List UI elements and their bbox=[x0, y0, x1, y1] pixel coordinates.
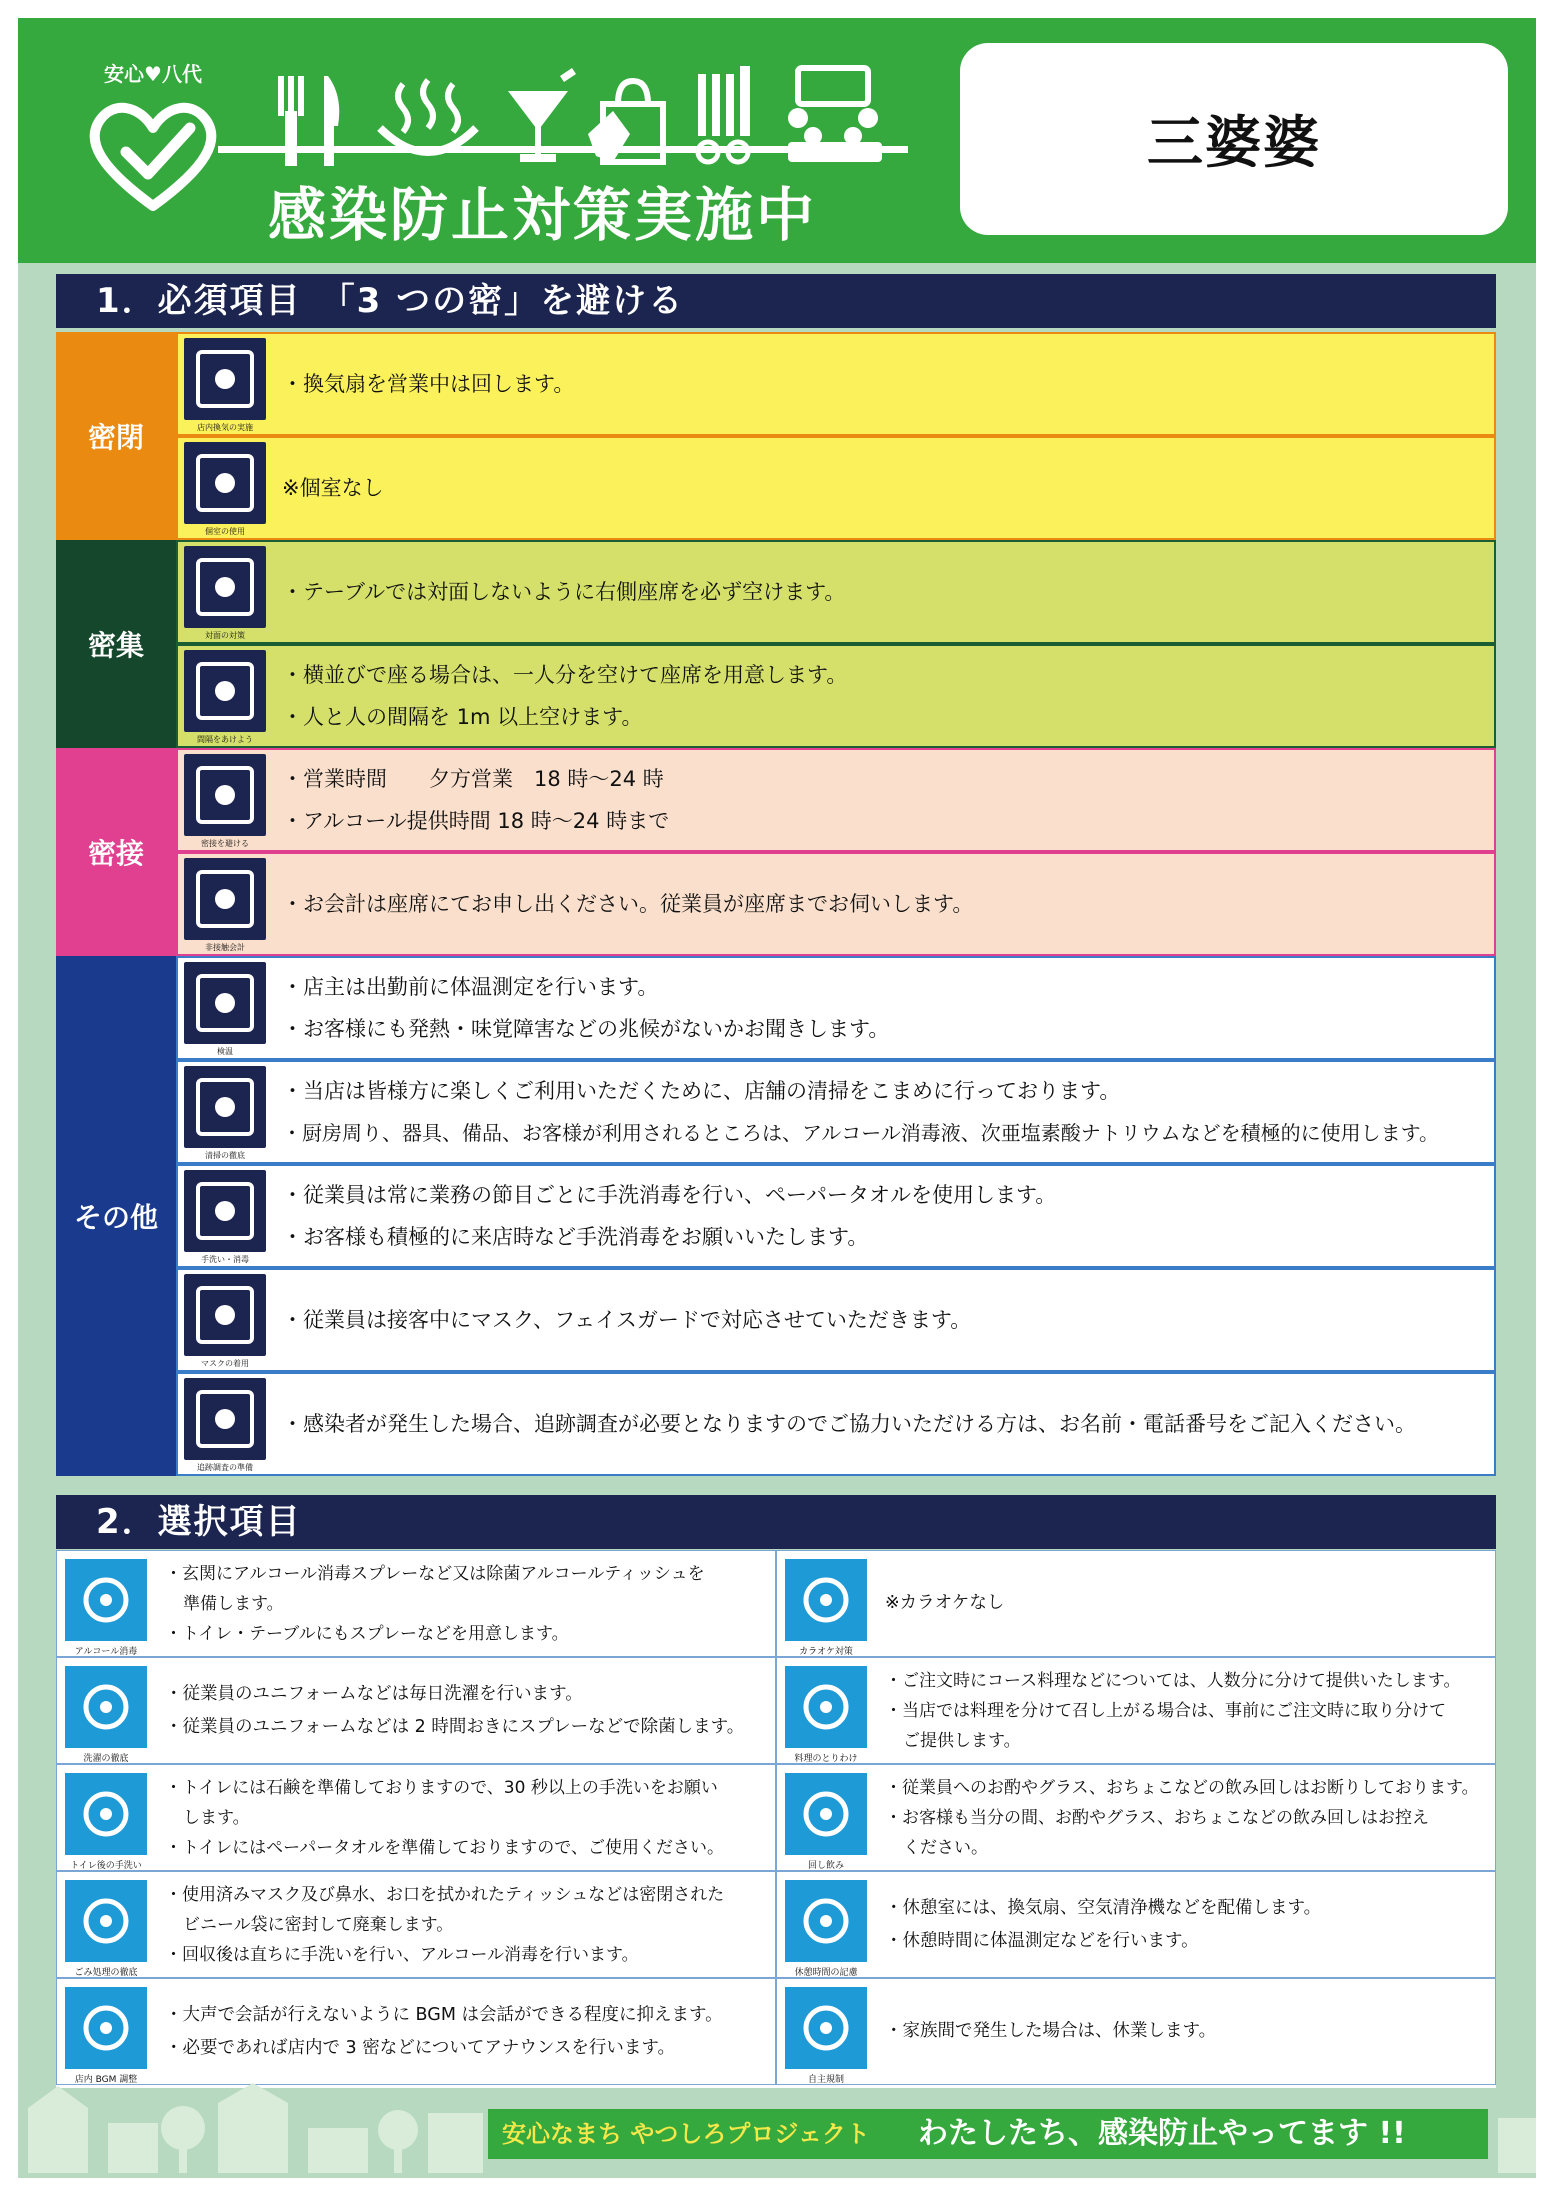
thermometer-icon bbox=[184, 962, 266, 1044]
requirement-row bbox=[176, 1060, 1496, 1164]
slogan: わたしたち、感染防止やってます !! bbox=[918, 2116, 1406, 2151]
cleaning-icon bbox=[184, 1066, 266, 1148]
notebook-pen-icon bbox=[184, 1378, 266, 1460]
category-label: 密接 bbox=[87, 837, 144, 870]
requirement-row bbox=[176, 1268, 1496, 1372]
icon-caption: 清掃の徹底 bbox=[205, 1151, 245, 1160]
item-text bbox=[885, 1765, 1487, 1870]
category-label: 密閉 bbox=[87, 421, 144, 454]
text-line: ・換気扇を営業中は回します。 bbox=[282, 372, 575, 396]
icon-caption: 検温 bbox=[217, 1047, 233, 1056]
section2-heading: 2．選択項目 bbox=[56, 1495, 1496, 1549]
logo-text: 安心♥八代 bbox=[104, 62, 202, 86]
section1-heading: 1．必須項目 「3 つの密」を避ける bbox=[56, 274, 1496, 328]
optional-item bbox=[56, 1550, 776, 1657]
text-line: ・アルコール提供時間 18 時～24 時まで bbox=[282, 809, 670, 833]
text-line: ・お客様も積極的に来店時など手洗消毒をお願いいたします。 bbox=[282, 1225, 869, 1249]
optional-item bbox=[56, 1764, 776, 1871]
optional-items-section bbox=[56, 1550, 1496, 2088]
requirement-text bbox=[282, 854, 1484, 954]
requirement-text bbox=[282, 1270, 1484, 1370]
text-line: ビニール袋に密封して廃棄します。 bbox=[183, 1914, 454, 1935]
text-line: ・トイレにはペーパータオルを準備しておりますので、ご使用ください。 bbox=[165, 1837, 724, 1858]
text-line: ・休憩時間に体温測定などを行います。 bbox=[885, 1930, 1199, 1951]
requirement-text bbox=[282, 542, 1484, 642]
category-other bbox=[56, 956, 176, 1476]
text-line: ・横並びで座る場合は、一人分を空けて座席を用意します。 bbox=[282, 663, 848, 687]
text-line: ください。 bbox=[903, 1837, 988, 1858]
text-line: します。 bbox=[183, 1807, 250, 1828]
text-line: ・従業員は常に業務の節目ごとに手洗消毒を行い、ペーパータオルを使用します。 bbox=[282, 1183, 1057, 1207]
text-line: ・当店では料理を分けて召し上がる場合は、事前にご注文時に取り分けて bbox=[885, 1700, 1446, 1721]
microphone-icon bbox=[785, 1559, 867, 1641]
optional-item bbox=[776, 1871, 1496, 1978]
text-line: ・大声で会話が行えないように BGM は会話ができる程度に抑えます。 bbox=[165, 2004, 723, 2025]
icon-caption: 店内換気の実施 bbox=[197, 423, 253, 432]
text-line: ※カラオケなし bbox=[885, 1593, 1005, 1613]
text-line: ・営業時間 夕方営業 18 時～24 時 bbox=[282, 767, 664, 791]
item-text bbox=[165, 1765, 767, 1870]
shop-name-box bbox=[960, 43, 1508, 235]
hand-wash-icon bbox=[184, 1170, 266, 1252]
header-banner bbox=[18, 18, 1536, 263]
distance-icon bbox=[184, 650, 266, 732]
requirement-text bbox=[282, 1374, 1484, 1474]
category-misshu bbox=[56, 540, 176, 748]
icon-caption: 非接触会計 bbox=[205, 943, 245, 952]
requirement-text bbox=[282, 1062, 1484, 1162]
icon-caption: マスクの着用 bbox=[201, 1359, 249, 1368]
self-regulation-icon bbox=[785, 1987, 867, 2069]
icon-caption: 店内 BGM 調整 bbox=[74, 2075, 138, 2085]
optional-item bbox=[776, 1978, 1496, 2085]
poster bbox=[18, 18, 1536, 2178]
text-line: ・テーブルでは対面しないように右側座席を必ず空けます。 bbox=[282, 580, 846, 604]
hot-spring-icon bbox=[380, 80, 476, 152]
hand-soap-icon bbox=[65, 1773, 147, 1855]
category-missetsu bbox=[56, 748, 176, 956]
icon-caption: 間隔をあけよう bbox=[197, 735, 253, 744]
icon-caption: トイレ後の手洗い bbox=[70, 1861, 142, 1871]
text-line: ・人と人の間隔を 1m 以上空けます。 bbox=[282, 705, 643, 729]
beer-toast-icon bbox=[785, 1773, 867, 1855]
requirement-row bbox=[176, 852, 1496, 956]
text-line: ・家族間で発生した場合は、休業します。 bbox=[885, 2021, 1217, 2041]
text-line: ・感染者が発生した場合、追跡調査が必要となりますのでご協力いただける方は、お名前・電話番号をご記入ください。 bbox=[282, 1412, 1416, 1436]
item-text bbox=[885, 1872, 1487, 1977]
icon-caption: 追跡調査の準備 bbox=[197, 1463, 253, 1472]
item-text bbox=[165, 1551, 767, 1656]
requirement-row bbox=[176, 748, 1496, 852]
text-line: ・必要であれば店内で 3 密などについてアナウンスを行います。 bbox=[165, 2037, 675, 2058]
text-line: ・従業員のユニフォームなどは毎日洗濯を行います。 bbox=[165, 1683, 583, 1704]
text-line: ・従業員は接客中にマスク、フェイスガードで対応させていただきます。 bbox=[282, 1308, 972, 1332]
sanitizer-icon bbox=[65, 1559, 147, 1641]
text-line: ・お客様にも発熱・味覚障害などの兆候がないかお聞きします。 bbox=[282, 1017, 890, 1041]
category-label: その他 bbox=[73, 1201, 158, 1234]
private-room-icon bbox=[184, 442, 266, 524]
requirement-row bbox=[176, 956, 1496, 1060]
trash-icon bbox=[65, 1880, 147, 1962]
text-line: ・当店は皆様方に楽しくご利用いただくために、店舗の清掃をこまめに行っております。 bbox=[282, 1079, 1121, 1103]
anshin-yatsushiro-logo bbox=[78, 58, 228, 218]
footer-banner bbox=[488, 2109, 1488, 2159]
requirement-text bbox=[282, 334, 1484, 434]
item-text bbox=[165, 1658, 767, 1763]
category-mippei bbox=[56, 332, 176, 540]
icon-caption: 休憩時間の記慮 bbox=[794, 1968, 858, 1978]
requirement-row bbox=[176, 540, 1496, 644]
optional-item bbox=[776, 1550, 1496, 1657]
text-line: ・お客様も当分の間、お酌やグラス、おちょこなどの飲み回しはお控え bbox=[885, 1807, 1429, 1828]
requirement-text bbox=[282, 438, 1484, 538]
requirement-row bbox=[176, 1164, 1496, 1268]
icon-caption: 料理のとりわけ bbox=[794, 1754, 858, 1764]
item-text bbox=[885, 1551, 1487, 1656]
text-line: ・トイレには石鹸を準備しておりますので、30 秒以上の手洗いをお願い bbox=[165, 1777, 718, 1798]
icon-caption: カラオケ対策 bbox=[799, 1647, 853, 1657]
icon-caption: ごみ処理の徹底 bbox=[74, 1968, 138, 1978]
text-line: ・従業員のユニフォームなどは 2 時間おきにスプレーなどで除菌します。 bbox=[165, 1716, 745, 1737]
text-line: ・トイレ・テーブルにもスプレーなどを用意します。 bbox=[165, 1623, 569, 1644]
text-line: ・ご注文時にコース料理などについては、人数分に分けて提供いたします。 bbox=[885, 1670, 1461, 1691]
optional-item bbox=[56, 1871, 776, 1978]
item-text bbox=[165, 1979, 767, 2084]
break-room-icon bbox=[785, 1880, 867, 1962]
item-text bbox=[165, 1872, 767, 1977]
icon-caption: 密接を避ける bbox=[201, 839, 249, 848]
requirement-row bbox=[176, 332, 1496, 436]
item-text bbox=[885, 1658, 1487, 1763]
icon-caption: 自主規制 bbox=[807, 2075, 844, 2085]
mask-icon bbox=[184, 1274, 266, 1356]
hanger-icon bbox=[65, 1666, 147, 1748]
icon-caption: アルコール消毒 bbox=[74, 1647, 138, 1657]
text-line: ・従業員へのお酌やグラス、おちょこなどの飲み回しはお断りしております。 bbox=[885, 1777, 1479, 1798]
icon-caption: 個室の使用 bbox=[205, 527, 245, 536]
ventilation-icon bbox=[184, 338, 266, 420]
avoid-crowd-icon bbox=[184, 754, 266, 836]
requirement-text bbox=[282, 646, 1484, 746]
page-title: 感染防止対策実施中 bbox=[268, 181, 818, 249]
text-line: ・厨房周り、器具、備品、お客様が利用されるところは、アルコール消毒液、次亜塩素酸ナトリウムなどを積極的に使用します。 bbox=[282, 1121, 1439, 1145]
text-line: ・休憩室には、換気扇、空気清浄機などを配備します。 bbox=[885, 1897, 1322, 1918]
text-line: ・回収後は直ちに手洗いを行い、アルコール消毒を行います。 bbox=[165, 1944, 639, 1965]
text-line: ・店主は出勤前に体温測定を行います。 bbox=[282, 975, 659, 999]
contactless-pay-icon bbox=[184, 858, 266, 940]
shop-name: 三婆婆 bbox=[1147, 111, 1321, 176]
icon-caption: 対面の対策 bbox=[205, 631, 245, 640]
requirement-text bbox=[282, 1166, 1484, 1266]
category-label: 密集 bbox=[87, 629, 144, 662]
optional-item bbox=[776, 1657, 1496, 1764]
text-line: ご提供します。 bbox=[903, 1730, 1021, 1751]
requirement-text bbox=[282, 750, 1484, 850]
text-line: 準備します。 bbox=[183, 1593, 284, 1614]
serving-bowl-icon bbox=[785, 1666, 867, 1748]
text-line: ※個室なし bbox=[282, 476, 384, 500]
icon-caption: 洗濯の徹底 bbox=[83, 1754, 129, 1764]
heart-check-icon bbox=[78, 88, 228, 218]
optional-item bbox=[56, 1978, 776, 2085]
face-to-face-icon bbox=[184, 546, 266, 628]
requirement-row bbox=[176, 1372, 1496, 1476]
requirement-text bbox=[282, 958, 1484, 1058]
requirement-row bbox=[176, 436, 1496, 540]
project-name: 安心なまち やつしろプロジェクト bbox=[502, 2120, 870, 2148]
text-line: ・使用済みマスク及び鼻水、お口を拭かれたティッシュなどは密閉された bbox=[165, 1884, 725, 1905]
optional-item bbox=[56, 1657, 776, 1764]
item-text bbox=[885, 1979, 1487, 2084]
speaker-icon bbox=[65, 1987, 147, 2069]
icon-caption: 手洗い・消毒 bbox=[201, 1255, 249, 1264]
text-line: ・玄関にアルコール消毒スプレーなど又は除菌アルコールティッシュを bbox=[165, 1563, 705, 1584]
header-rule bbox=[218, 146, 908, 153]
text-line: ・お会計は座席にてお申し出ください。従業員が座席までお伺いします。 bbox=[282, 892, 974, 916]
optional-item bbox=[776, 1764, 1496, 1871]
icon-caption: 回し飲み bbox=[807, 1861, 844, 1871]
required-items-section bbox=[56, 332, 1496, 1498]
requirement-row bbox=[176, 644, 1496, 748]
